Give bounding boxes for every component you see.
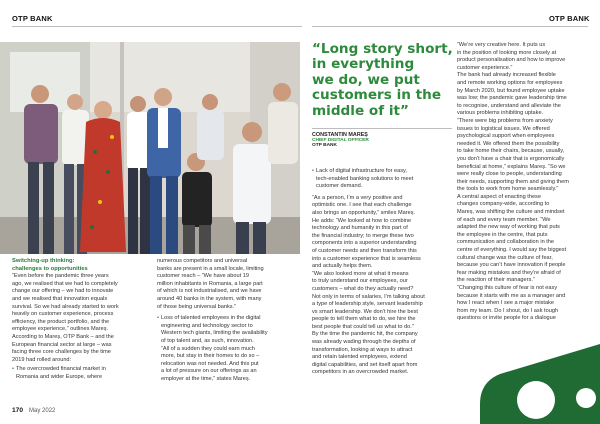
body-text-line: employee experience,” outlines Mareș. xyxy=(12,326,109,333)
body-text-line: into a customer experience that is seamless xyxy=(312,255,421,262)
body-text-line: and retain talented employees, extend xyxy=(312,354,407,361)
body-text-line: the financial industry; to merge these two xyxy=(312,232,414,239)
body-text-line: the employee in the centre, that puts xyxy=(457,231,548,238)
body-text-line: the tools to work from home seamlessly.” xyxy=(457,186,559,193)
quote-attribution xyxy=(312,128,452,148)
bullet-text-line: a lot of pressure on our offerings as an xyxy=(160,368,257,375)
body-text-line: issues to logistical issues. We offered xyxy=(457,125,550,132)
pull-quote-line: “Long story short, xyxy=(312,41,453,57)
body-text-line: needed it. We offered them the possibility xyxy=(457,140,560,147)
subheading-line-1: Switching-up thinking: xyxy=(12,258,75,264)
team-photo xyxy=(0,42,300,254)
body-text-line: change our offering – we had to innovate xyxy=(12,288,114,295)
body-text-line: of those being universal banks.” xyxy=(157,303,236,310)
body-text-line: people to tell them what to do, we hire the xyxy=(312,316,416,323)
header-brand-right: OTP BANK xyxy=(549,14,590,23)
body-text-line: million inhabitants in Romania, a large part xyxy=(157,280,263,287)
pull-quote-line: middle of it” xyxy=(312,102,409,119)
body-text-line: changes company-wide, according to xyxy=(457,201,550,208)
green-ring-inner xyxy=(517,381,555,419)
body-text-line: adapted the new way of working that puts xyxy=(457,224,560,231)
body-text-line: of customer needs and then transform this xyxy=(312,247,417,254)
body-text-line: communication and collaboration in the xyxy=(457,239,555,246)
decorative-green-shapes xyxy=(470,338,600,424)
body-text-line: fear making mistakes and they’re afraid of xyxy=(457,269,561,276)
quote-role: CHIEF DIGITAL OFFICER xyxy=(312,138,369,143)
body-text-line: transformation, looking at ways to attract xyxy=(312,346,413,353)
body-text-line: because you can’t have innovation if people xyxy=(457,262,566,269)
pull-quote-line: customers in the xyxy=(312,87,442,104)
body-text-line: a type of leadership style, servant leadership xyxy=(312,301,423,308)
body-text-line: European financial sector at large – was xyxy=(12,341,112,348)
bullet-text-line: “All of a sudden they could earn much xyxy=(160,345,255,352)
body-text-line: customers – what do they actually need? xyxy=(312,285,414,292)
bullet-text-line: The overcrowded financial market in xyxy=(15,366,106,373)
body-text-line: to take home their chairs, because, usually, xyxy=(457,148,565,155)
bullet-text-line: tech-enabled banking solutions to meet xyxy=(315,175,414,182)
body-text-line: and remote working options for employees xyxy=(457,79,563,86)
bullet-text-line: customer demand. xyxy=(315,183,363,190)
column-3 xyxy=(312,168,455,377)
body-text-line: “As a person, I’m a very positive and xyxy=(312,194,403,201)
body-text-line: their needs, supporting them and giving them xyxy=(457,178,569,185)
page-number: 170 xyxy=(12,407,24,414)
body-text-line: A central aspect of enacting these xyxy=(457,193,541,200)
body-text-line: ago, we realised that we had to completely xyxy=(12,280,118,287)
body-text-line: psychological support when employees xyxy=(457,133,555,140)
body-text-line: of which is not industrialised, and we have xyxy=(157,288,262,295)
body-text-line: survival. So we had already started to work xyxy=(12,303,119,310)
body-text-line: Not only in terms of salaries, I’m talking about xyxy=(312,293,425,300)
body-text-line: optimistic one. I see that each challenge xyxy=(312,202,412,209)
body-text-line: banks are present in a small locale, limiting xyxy=(157,265,264,272)
body-text-line: you don’t have a chair that is ergonomically xyxy=(457,155,565,162)
quote-name: CONSTANTIN MAREȘ xyxy=(312,132,368,138)
body-text-line: digital capabilities, and set itself apart from xyxy=(312,361,418,368)
body-text-line: customer reach – “We have about 19 xyxy=(157,273,249,280)
body-text-line: to truly understand our employees, our xyxy=(312,278,408,285)
body-text-line: customer experience.” xyxy=(457,64,513,71)
body-text-line: He adds: “We looked at how to combine xyxy=(312,217,412,224)
bullet-marker: • xyxy=(157,315,159,322)
body-text-line: was already wading through the depths of xyxy=(312,339,416,346)
column-1 xyxy=(12,258,152,382)
header-rule-right xyxy=(312,26,588,27)
body-text-line: “We also looked more at what it means xyxy=(312,270,409,277)
column-4 xyxy=(457,42,594,323)
body-text-line: in the position of looking more closely at xyxy=(457,49,557,56)
bullet-item xyxy=(12,366,152,381)
bullet-text-line: Western tech giants, limiting the availability xyxy=(160,330,268,337)
body-text-line: efficiency, the product portfolio, and the xyxy=(12,318,110,325)
bullet-text-line: more, but stay in their homes to do so – xyxy=(160,353,260,360)
team-photo-illustration xyxy=(0,42,300,254)
pull-quote-line: in everything xyxy=(312,56,415,73)
body-text-line: the reaction of their managers.” xyxy=(457,277,535,284)
body-text-line: “Changing this culture of fear is not easy xyxy=(457,285,558,291)
bullet-text-line: of top talent and, as such, innovation. xyxy=(160,337,254,344)
body-text-line: from my team. Do I shout, do I ask tough xyxy=(457,307,559,314)
body-text-line: best people that could tell us what to do.” xyxy=(312,323,414,330)
body-text-line: by March 2020, but found employee uptake xyxy=(457,87,565,94)
green-ring-small-inner xyxy=(576,388,596,408)
body-text-line: components into a superior understanding xyxy=(312,240,417,247)
column-2 xyxy=(157,258,302,384)
bullet-text-line: employer at the time,” states Mareș. xyxy=(160,375,251,382)
attribution-rule xyxy=(312,128,452,129)
body-text-line: questions or invite people for a dialogue xyxy=(457,315,556,322)
body-text-line: around 40 banks in the system, with many xyxy=(157,295,262,302)
body-text-line: were really close to people, understanding xyxy=(457,171,562,178)
body-text-line: product personalisation and how to improve xyxy=(457,57,566,64)
bullet-text-line: Loss of talented employees in the digital xyxy=(160,315,261,322)
body-text-line: facing three core challenges by the time xyxy=(12,349,111,356)
body-text-line: cultural change was the culture of fear, xyxy=(457,254,553,261)
body-text-line: numerous competitors and universal xyxy=(157,258,248,264)
body-text-line: to recognise, understand and alleviate the xyxy=(457,102,561,109)
body-text-line: competitors in an overcrowded market. xyxy=(312,369,409,376)
body-text-line: centre of everything. I would say the biggest xyxy=(457,247,567,254)
body-text-line: was low; the pandemic gave leadership time xyxy=(457,95,567,102)
bullet-text-line: engineering and technology sector to xyxy=(160,322,253,329)
issue-date: May 2022 xyxy=(29,408,56,414)
body-text-line: 2019 had rolled around: xyxy=(12,356,72,363)
body-text-line: The bank had already increased flexible xyxy=(457,72,556,79)
bullet-text-line: Romania and wider Europe, where xyxy=(15,373,103,380)
body-text-line: beneficial at home,” explains Mareș. “So we xyxy=(457,163,566,170)
body-text-line: also brings an opportunity,” smiles Mareș. xyxy=(312,209,416,216)
bullet-text-line: Lack of digital infrastructure for easy, xyxy=(315,168,407,174)
body-text-line: “There were big problems from anxiety xyxy=(457,117,553,124)
bullet-item xyxy=(312,168,455,191)
quote-org: OTP BANK xyxy=(312,143,337,148)
header-rule-left xyxy=(12,26,302,27)
bullet-marker: • xyxy=(12,366,14,373)
body-text-line: vs smart leadership. We don’t hire the best xyxy=(312,308,418,315)
body-text-line: By the time the pandemic hit, the company xyxy=(312,331,418,338)
body-text-line: because it starts with me as a manager and xyxy=(457,292,566,299)
body-text-line: and actually helps them. xyxy=(312,263,373,270)
body-text-line: Mareș, was shifting the culture and mindset xyxy=(457,209,565,216)
body-text-line: heavily on customer experience, process xyxy=(12,311,114,318)
bullet-marker: • xyxy=(312,168,314,174)
footer xyxy=(12,407,55,414)
pull-quote-line: we do, we put xyxy=(312,71,420,88)
body-text-line: technology and humanity in this part of xyxy=(312,225,408,232)
body-text-line: According to Mareș, OTP Bank – and the xyxy=(12,333,114,340)
body-text-line: how I react when I see a major mistake xyxy=(457,300,555,307)
bullet-text-line: relocation was not needed. And this put xyxy=(160,360,259,367)
body-text-line: “Even before the pandemic three years xyxy=(12,273,109,280)
pull-quote xyxy=(312,42,457,119)
header-brand-left: OTP BANK xyxy=(12,14,53,23)
bullet-item xyxy=(157,315,302,383)
body-text-line: “We’re very creative here. It puts us xyxy=(457,42,546,48)
body-text-line: various problems inhibiting uptake. xyxy=(457,110,544,117)
body-text-line: and we realised that innovation equals xyxy=(12,295,108,302)
body-text-line: of each and every team member. “We xyxy=(457,216,551,223)
subheading-line-2: challenges to opportunities xyxy=(12,265,88,272)
